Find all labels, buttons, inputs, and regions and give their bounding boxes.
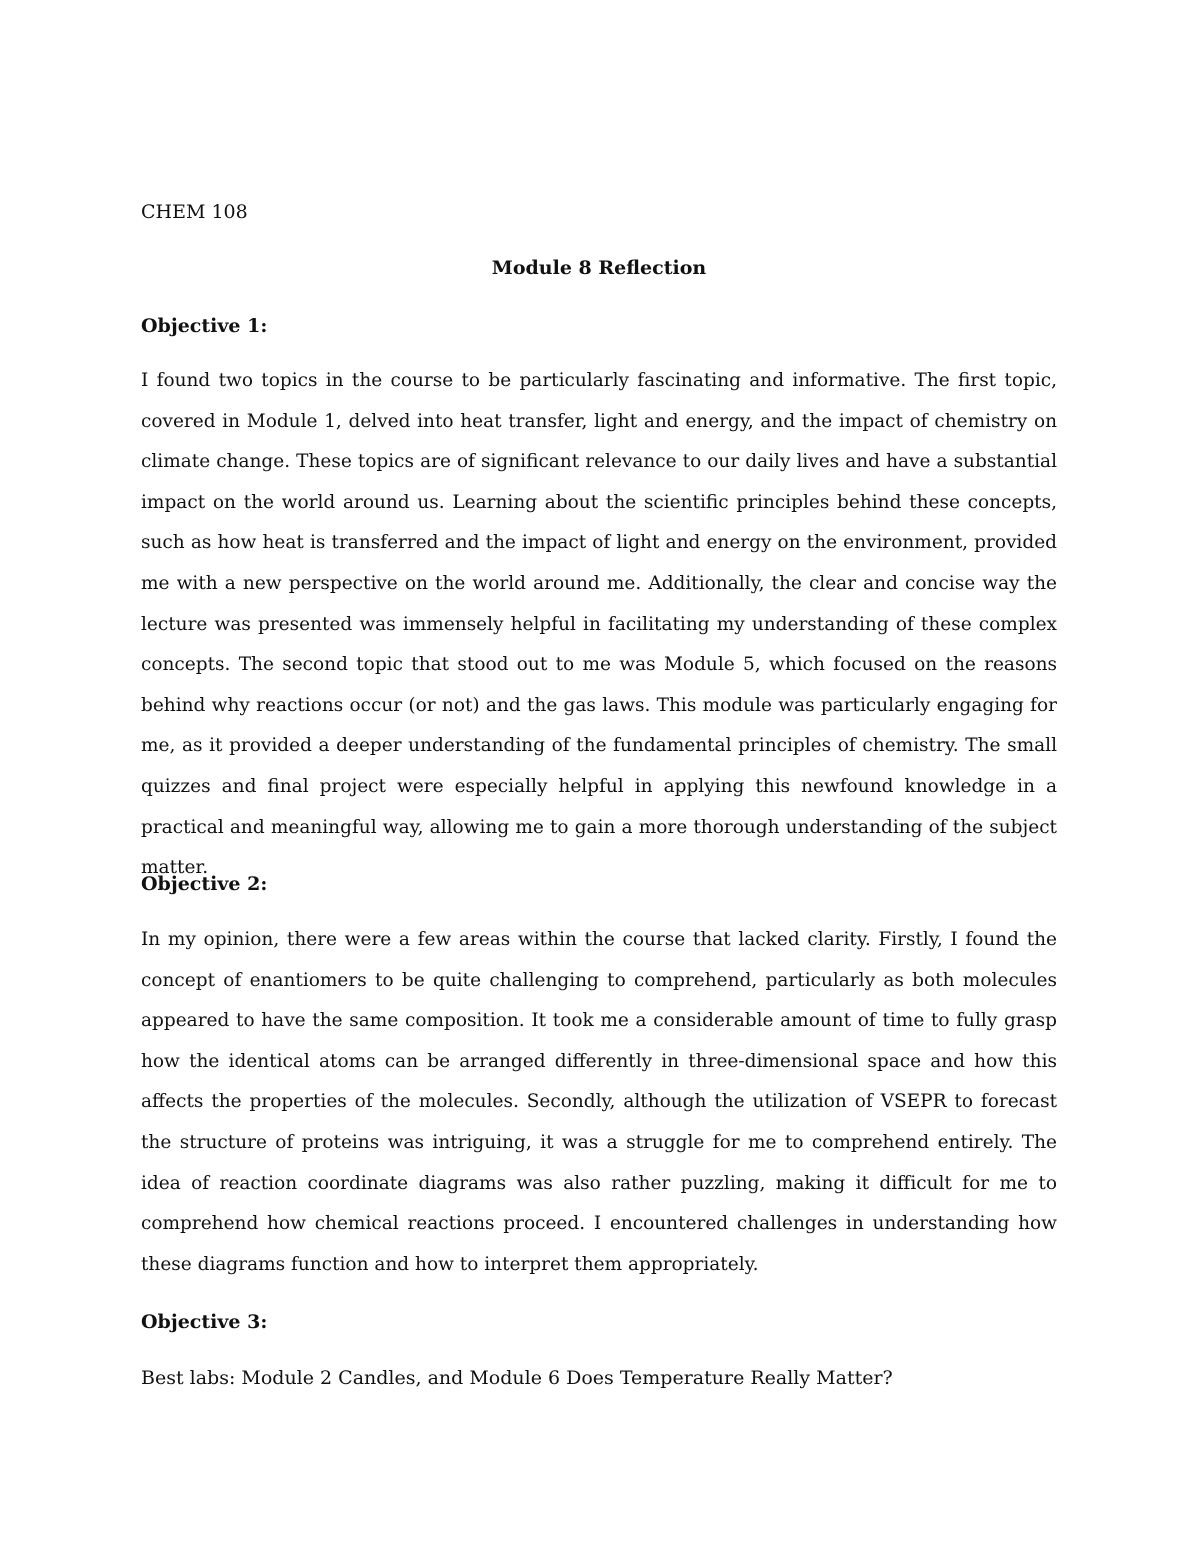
course-code: CHEM 108 [141,201,248,223]
objective-2-body: In my opinion, there were a few areas within the course that lacked clarity. Firstly, I found the concept of enantiomers to be quite challenging to comprehend, particularly as both molecules appeared to have the same composition. It took me a considerable amount of time to fully grasp how the identical atoms can be arranged differently in three-dimensional space and how this affects the properties of the molecules. Secondly, although the utilization of VSEPR to forecast the structure of proteins was intriguing, it was a struggle for me to comprehend entirely. The idea of reaction coordinate diagrams was also rather puzzling, making it difficult for me to comprehend how chemical reactions proceed. I encountered challenges in understanding how these diagrams function and how to interpret them appropriately. [141,929,1057,1275]
objective-1-body: I found two topics in the course to be particularly fascinating and informative. The first topic, covered in Module 1, delved into heat transfer, light and energy, and the impact of chemistry on climate change. These topics are of significant relevance to our daily lives and have a substantial impact on the world around us. Learning about the scientific principles behind these concepts, such as how heat is transferred and the impact of light and energy on the environment, provided me with a new perspective on the world around me. Additionally, the clear and concise way the lecture was presented was immensely helpful in facilitating my understanding of these complex concepts. The second topic that stood out to me was Module 5, which focused on the reasons behind why reactions occur (or not) and the gas laws. This module was particularly engaging for me, as it provided a deeper understanding of the fundamental principles of chemistry. The small quizzes and final project were especially helpful in applying this newfound knowledge in a practical and meaningful way, allowing me to gain a more thorough understanding of the subject matter. [141,370,1057,879]
objective-3-body: Best labs: Module 2 Candles, and Module 6 Does Temperature Really Matter? [141,1367,893,1389]
page-title: Module 8 Reflection [491,257,707,279]
objective-2-heading: Objective 2: [141,873,268,895]
objective-1-heading: Objective 1: [141,315,268,337]
objective-3-heading: Objective 3: [141,1311,268,1333]
